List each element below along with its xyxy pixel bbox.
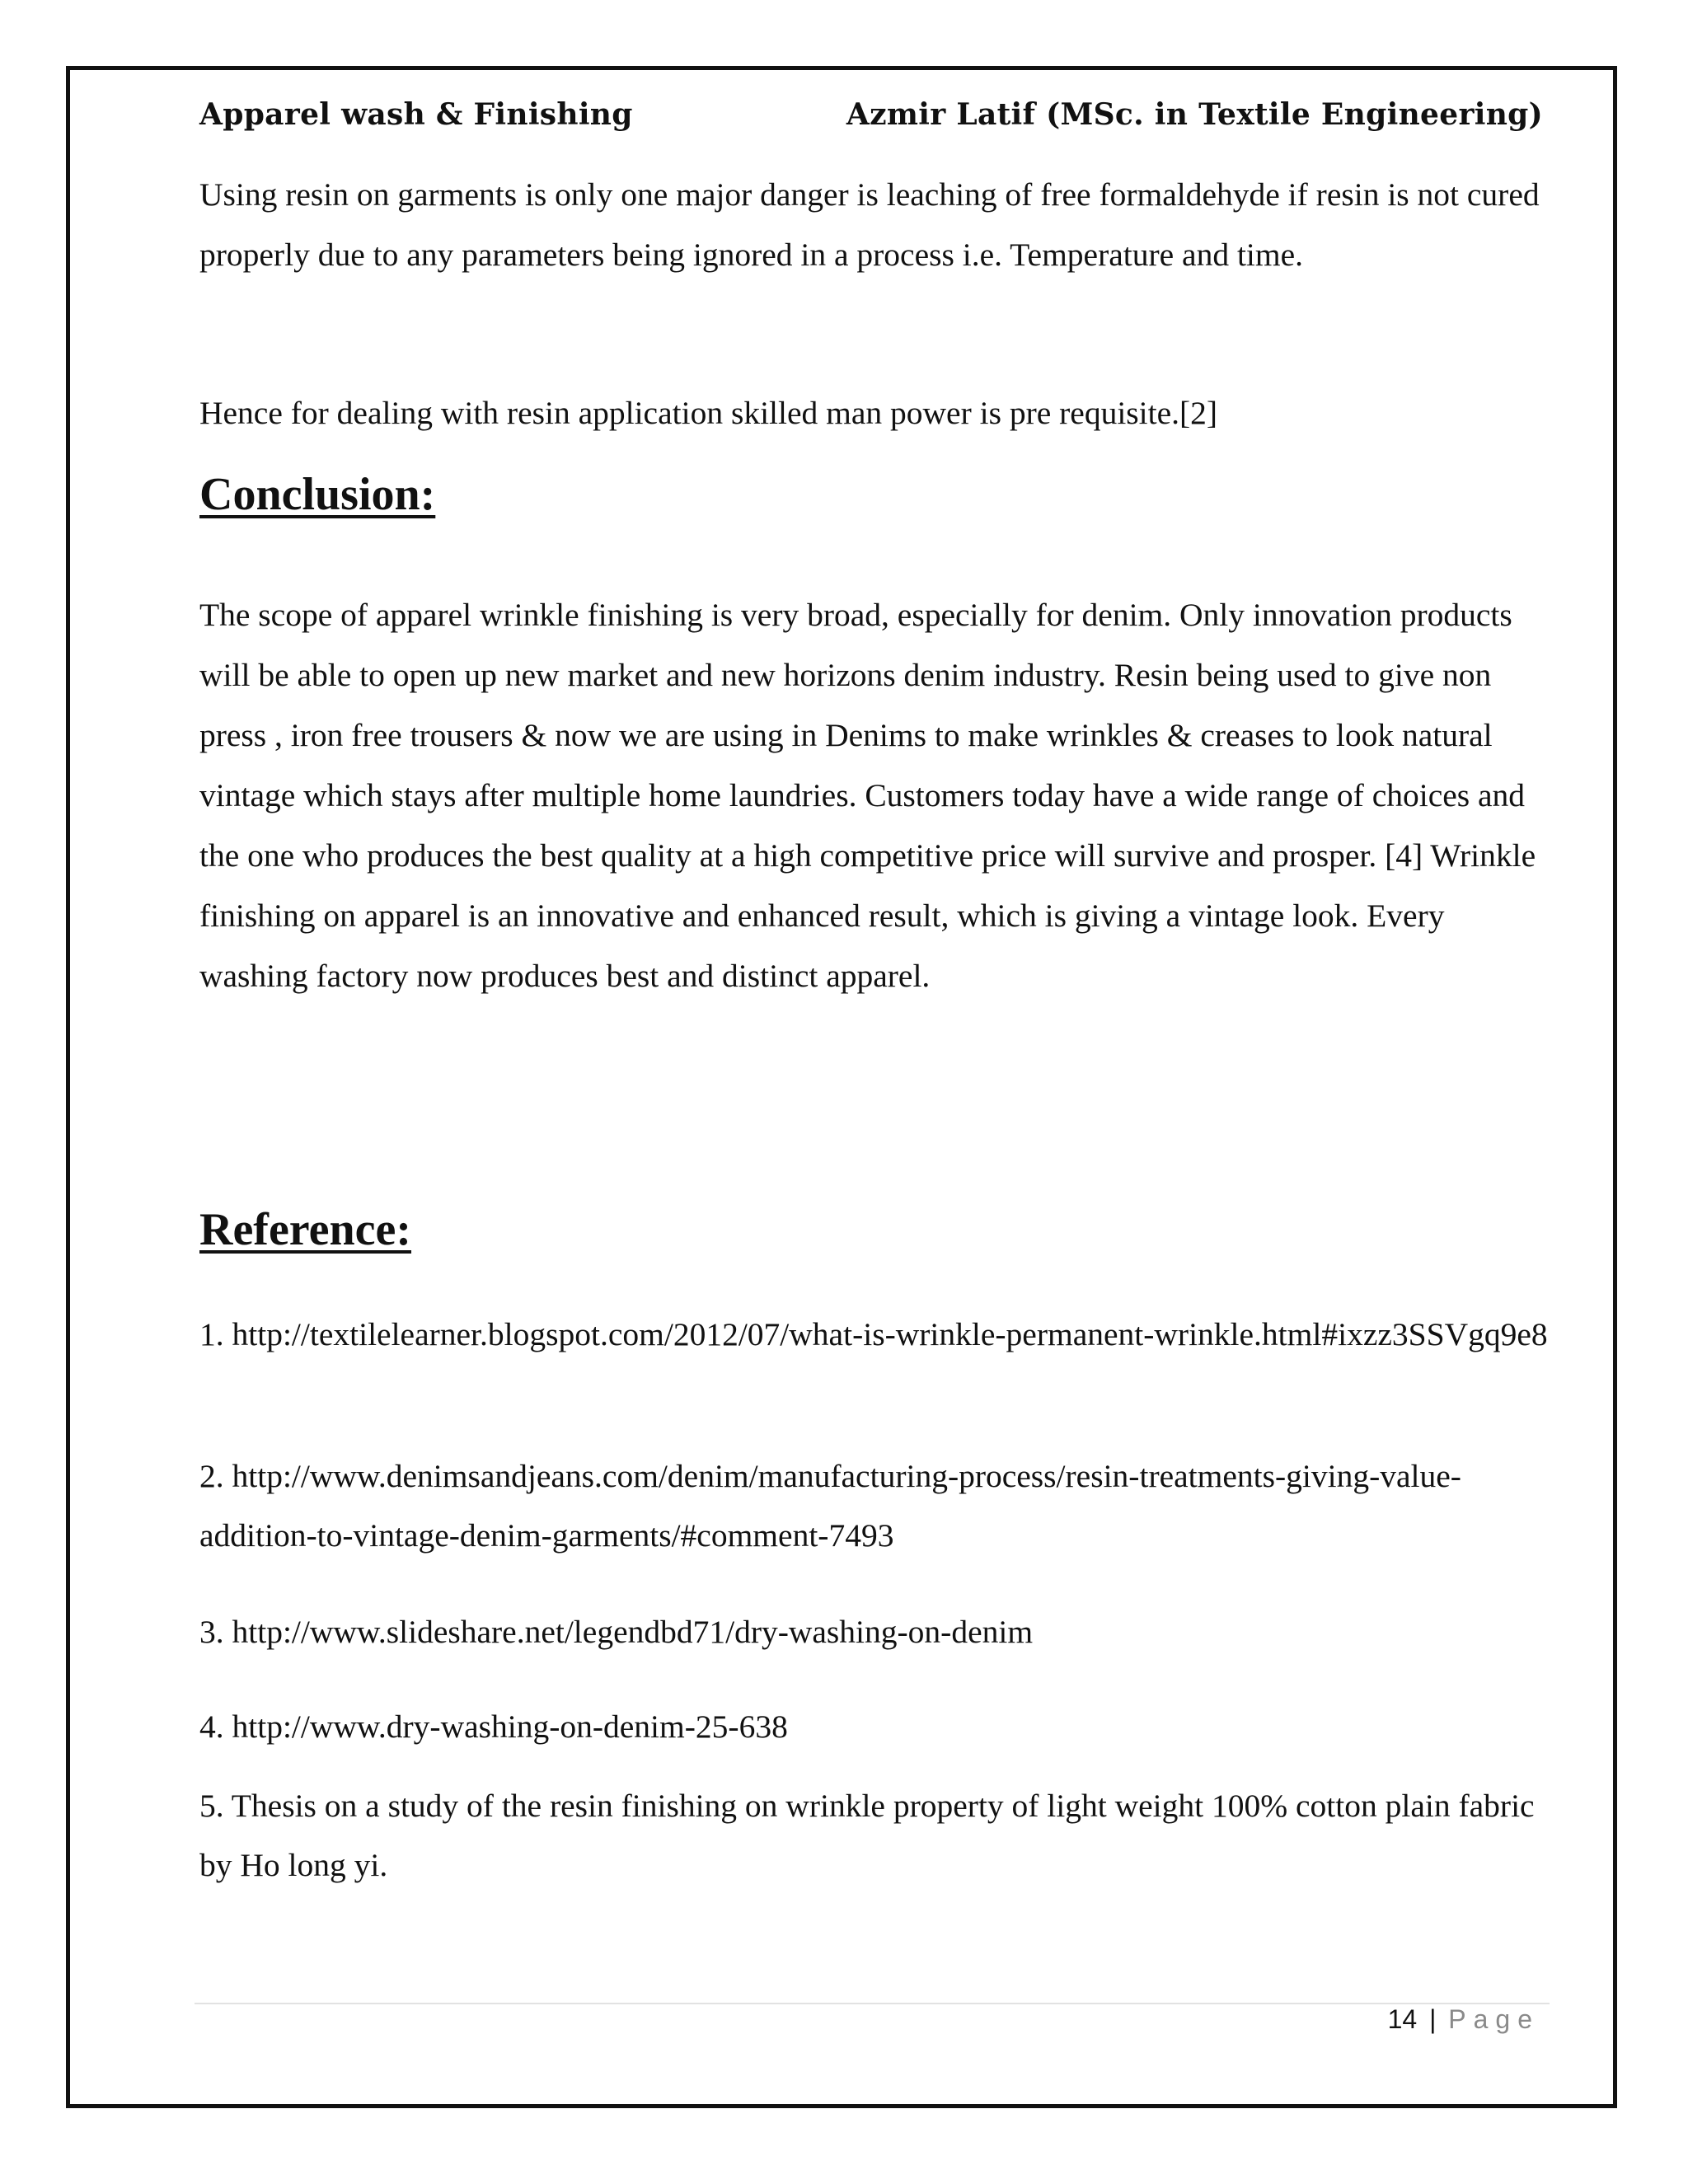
- reference-item-4: 4. http://www.dry-washing-on-denim-25-638: [199, 1708, 788, 1745]
- page-number: 14: [1387, 2004, 1418, 2034]
- reference-item-1: 1. http://textilelearner.blogspot.com/2012/07/what-is-wrinkle-permanent-wrinkle.html#ixzz3SSVgq9e8: [199, 1316, 1548, 1352]
- reference-item-2: 2. http://www.denimsandjeans.com/denim/manufacturing-process/resin-treatments-giving-value-addition-to-vintage-denim-garments/#comment-7493: [199, 1458, 1461, 1554]
- reference-heading: Reference:: [199, 1204, 412, 1255]
- page-footer: [1388, 2004, 1540, 2046]
- header-title: Apparel wash & Finishing: [199, 97, 633, 132]
- reference-item-3: 3. http://www.slideshare.net/legendbd71/dry-washing-on-denim: [199, 1614, 1034, 1650]
- intro-paragraph-1: Using resin on garments is only one major danger is leaching of free formaldehyde if resin is not cured properly due to any parameters being ignored in a process i.e. Temperature and time.: [199, 176, 1540, 273]
- page-header: [199, 97, 1543, 147]
- conclusion-heading: Conclusion:: [199, 469, 436, 520]
- conclusion-paragraph: The scope of apparel wrinkle finishing is very broad, especially for denim. Only innovation products will be able to open up new market and new horizons denim industry. Resin being used to give non press , iron free trousers & now we are using in Denims to make wrinkles & creases to look natural vintage which stays after multiple home laundries. Customers today have a wide range of choices and the one who produces the best quality at a high competitive price will survive and prosper. [4] Wrinkle finishing on apparel is an innovative and enhanced result, which is giving a vintage look. Every washing factory now produces best and distinct apparel.: [199, 597, 1536, 994]
- reference-item-5: 5. Thesis on a study of the resin finishing on wrinkle property of light weight 100% cotton plain fabric by Ho long yi.: [199, 1788, 1535, 1883]
- footer-divider: [195, 2003, 1550, 2004]
- header-author: Azmir Latif (MSc. in Textile Engineering): [846, 97, 1543, 132]
- footer-separator: |: [1429, 2004, 1437, 2034]
- page-label: Page: [1448, 2004, 1540, 2034]
- intro-paragraph-2: Hence for dealing with resin application skilled man power is pre requisite.[2]: [199, 395, 1218, 431]
